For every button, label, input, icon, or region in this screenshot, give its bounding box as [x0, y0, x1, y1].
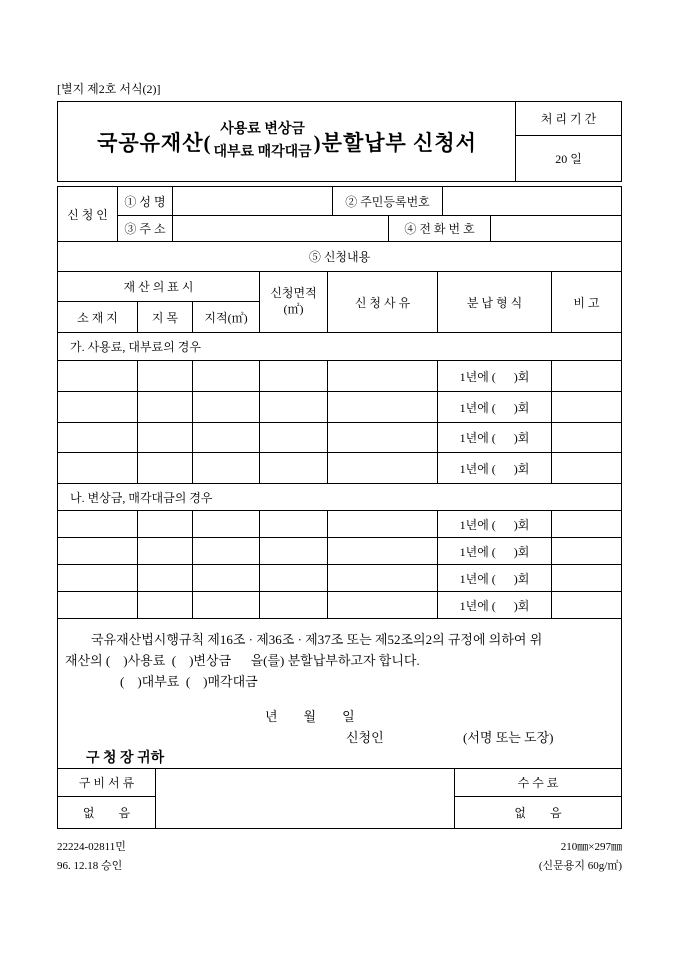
empty-data-cell: [193, 392, 260, 423]
section-b-label: 나. 변상금, 매각대금의 경우: [58, 484, 622, 511]
col-applied-area-line2: (㎡): [283, 302, 304, 316]
col-category: 지 목: [138, 302, 193, 333]
name-label: ① 성 명: [118, 187, 173, 216]
empty-data-cell: [328, 511, 438, 538]
declaration-block: [58, 619, 622, 769]
empty-data-cell: [58, 565, 138, 592]
empty-data-cell: [138, 538, 193, 565]
fee-value: 없 음: [455, 797, 622, 829]
col-area: 지적(㎡): [193, 302, 260, 333]
address-value-cell: [173, 216, 389, 242]
paper-spec: (신문용지 60g/㎡): [538, 860, 622, 872]
empty-data-cell: [552, 423, 622, 453]
empty-data-cell: [260, 361, 328, 392]
empty-data-cell: [138, 565, 193, 592]
name-value-cell: [173, 187, 333, 216]
documents-value: 없 음: [58, 797, 156, 829]
title-options: [214, 119, 312, 164]
installment-frequency-cell: 1년에 ( )회: [438, 423, 552, 453]
empty-data-cell: [58, 361, 138, 392]
installment-frequency-cell: 1년에 ( )회: [438, 361, 552, 392]
declaration-line1: 국유재산법시행규칙 제16조 · 제36조 · 제37조 또는 제52조의2의 규정에 의하여 위: [91, 632, 543, 647]
empty-data-cell: [58, 423, 138, 453]
date-line: 년 월 일: [265, 709, 355, 724]
doc-code-line2: 96. 12.18 승인: [57, 860, 123, 872]
empty-data-cell: [138, 592, 193, 619]
empty-data-cell: [328, 361, 438, 392]
empty-data-cell: [138, 423, 193, 453]
signature-note: (서명 또는 도장): [463, 730, 554, 745]
col-note: 비 고: [552, 272, 622, 333]
empty-data-cell: [260, 423, 328, 453]
processing-period-value: 20 일: [515, 136, 621, 181]
property-display-header: 재 산 의 표 시: [58, 272, 260, 302]
documents-content-cell: [156, 769, 455, 829]
empty-data-cell: [260, 538, 328, 565]
empty-data-cell: [328, 392, 438, 423]
resident-no-value-cell: [443, 187, 622, 216]
empty-data-cell: [260, 392, 328, 423]
empty-data-cell: [58, 392, 138, 423]
empty-data-cell: [138, 392, 193, 423]
empty-data-cell: [552, 392, 622, 423]
empty-data-cell: [193, 538, 260, 565]
installment-frequency-cell: 1년에 ( )회: [438, 392, 552, 423]
empty-data-cell: [193, 565, 260, 592]
empty-data-cell: [552, 361, 622, 392]
paper-spec-block: [539, 838, 622, 876]
col-installment-form: 분 납 형 식: [438, 272, 552, 333]
empty-data-cell: [260, 511, 328, 538]
applicant-signature-label: 신청인: [346, 730, 384, 745]
main-form-table: [57, 186, 622, 829]
title-option-top: 사용료 변상금: [220, 122, 305, 138]
doc-code: [57, 838, 126, 876]
title-box: [57, 101, 622, 182]
address-label: ③ 주 소: [118, 216, 173, 242]
col-reason: 신 청 사 유: [328, 272, 438, 333]
empty-data-cell: [552, 592, 622, 619]
title-suffix: )분할납부 신청서: [313, 130, 477, 155]
doc-code-line1: 22224-02811민: [57, 841, 126, 853]
col-location: 소 재 지: [58, 302, 138, 333]
empty-data-cell: [552, 538, 622, 565]
empty-data-cell: [552, 565, 622, 592]
form-reference: [별지 제2호 서식(2)]: [57, 82, 161, 96]
empty-data-cell: [193, 453, 260, 484]
installment-frequency-cell: 1년에 ( )회: [438, 538, 552, 565]
installment-frequency-cell: 1년에 ( )회: [438, 511, 552, 538]
empty-data-cell: [193, 423, 260, 453]
empty-data-cell: [58, 592, 138, 619]
applicant-section-label: 신 청 인: [58, 187, 118, 242]
empty-data-cell: [328, 565, 438, 592]
application-content-header: ⑤ 신청내용: [58, 242, 622, 272]
title-prefix: 국공유재산(: [97, 130, 212, 155]
empty-data-cell: [328, 538, 438, 565]
installment-frequency-cell: 1년에 ( )회: [438, 453, 552, 484]
installment-frequency-cell: 1년에 ( )회: [438, 565, 552, 592]
paper-size: 210㎜×297㎜: [560, 841, 622, 853]
title-option-bottom: 대부료 매각대금: [213, 144, 312, 160]
section-a-label: 가. 사용료, 대부료의 경우: [58, 333, 622, 361]
addressee: 구 청 장 귀하: [86, 751, 165, 766]
empty-data-cell: [260, 453, 328, 484]
empty-data-cell: [58, 511, 138, 538]
empty-data-cell: [193, 361, 260, 392]
empty-data-cell: [138, 511, 193, 538]
empty-data-cell: [58, 538, 138, 565]
empty-data-cell: [552, 453, 622, 484]
empty-data-cell: [138, 453, 193, 484]
col-applied-area-line1: 신청면적: [270, 286, 317, 301]
empty-data-cell: [328, 592, 438, 619]
documents-label: 구 비 서 류: [58, 769, 156, 797]
installment-frequency-cell: 1년에 ( )회: [438, 592, 552, 619]
fee-label: 수 수 료: [455, 769, 622, 797]
processing-period-label: 처 리 기 간: [515, 102, 621, 136]
empty-data-cell: [193, 511, 260, 538]
empty-data-cell: [260, 565, 328, 592]
empty-data-cell: [328, 423, 438, 453]
empty-data-cell: [58, 453, 138, 484]
empty-data-cell: [193, 592, 260, 619]
empty-data-cell: [552, 511, 622, 538]
declaration-line3: ( )대부료 ( )매각대금: [120, 674, 258, 689]
empty-data-cell: [138, 361, 193, 392]
empty-data-cell: [260, 592, 328, 619]
resident-no-label: ② 주민등록번호: [333, 187, 443, 216]
phone-value-cell: [491, 216, 622, 242]
declaration-line2: 재산의 ( )사용료 ( )변상금 을(를) 분할납부하고자 합니다.: [65, 653, 420, 668]
col-applied-area: [260, 272, 328, 333]
form-title: [58, 102, 516, 181]
phone-label: ④ 전 화 번 호: [389, 216, 491, 242]
empty-data-cell: [328, 453, 438, 484]
